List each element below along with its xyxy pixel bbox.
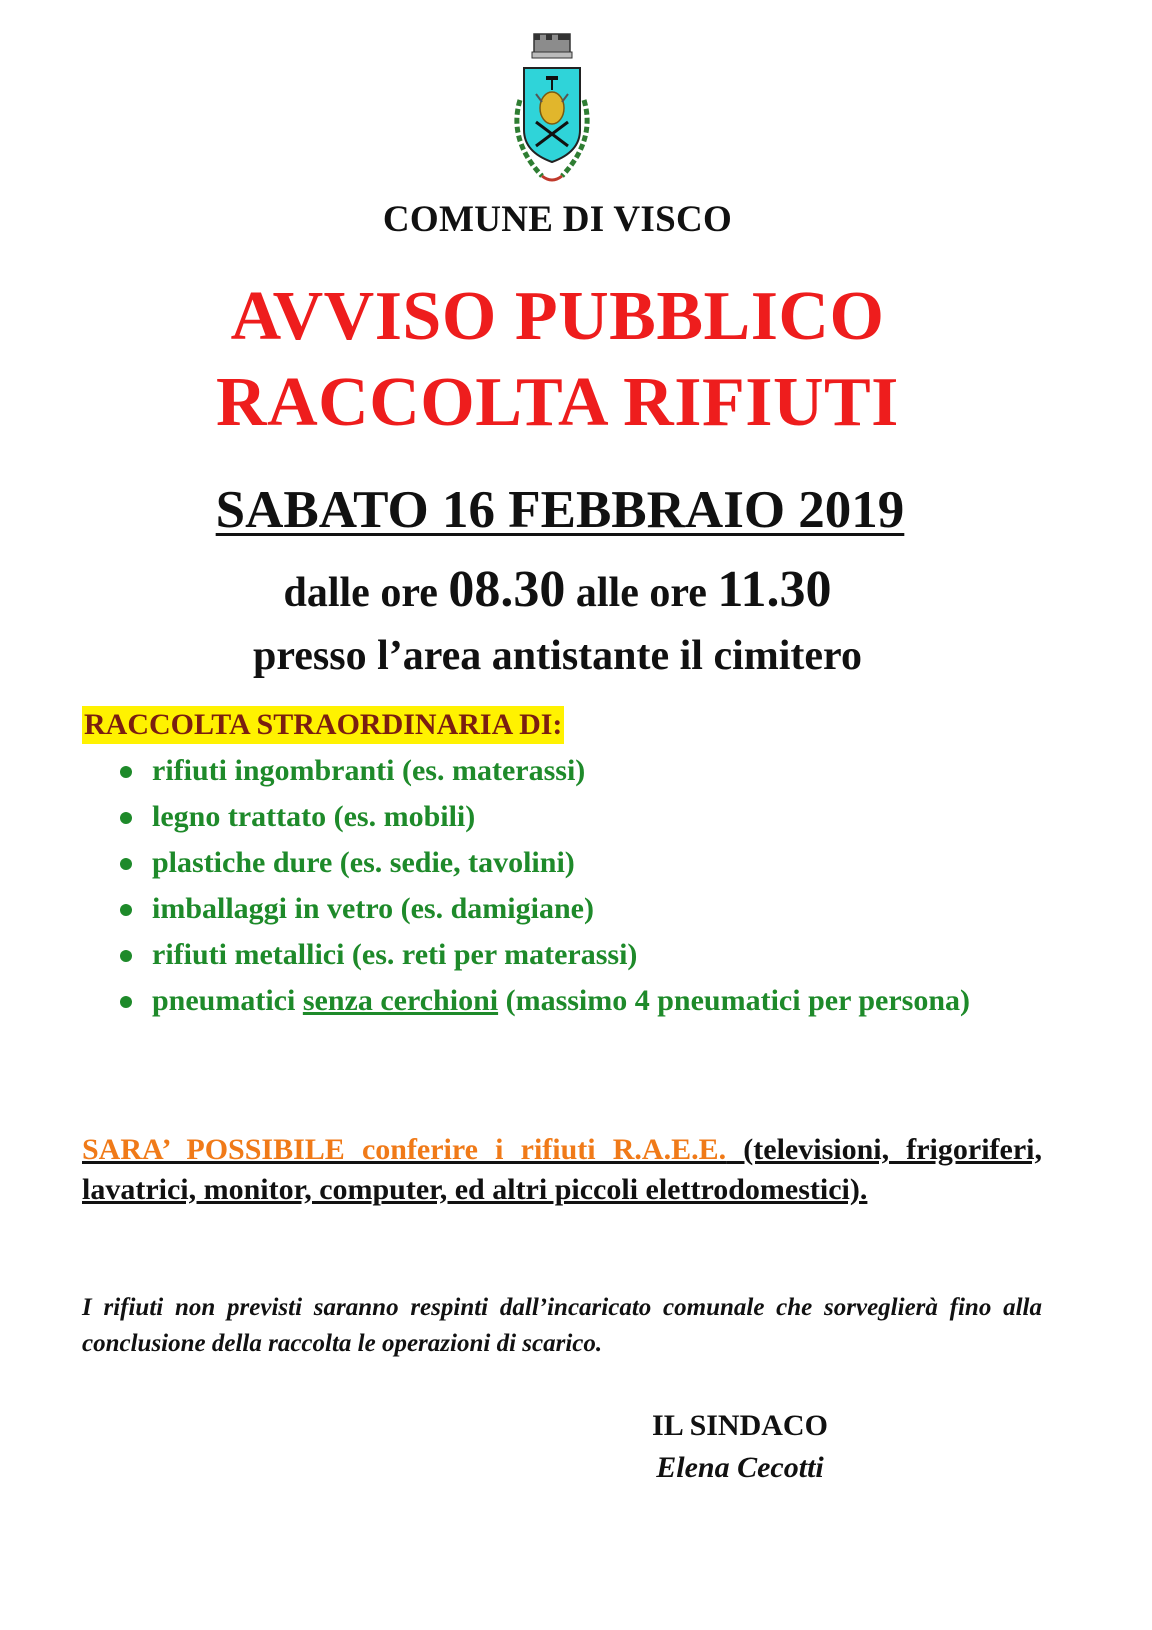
- hours-prefix: dalle ore: [283, 570, 449, 616]
- bullet-icon: [120, 766, 132, 778]
- collection-list: [82, 752, 1042, 1028]
- underlined-condition: senza cerchioni: [302, 984, 499, 1017]
- list-item: imballaggi in vetro (es. damigiane): [82, 890, 1042, 928]
- list-item: rifiuti metallici (es. reti per materassi): [82, 936, 1042, 974]
- list-item: plastiche dure (es. sedie, tavolini): [82, 844, 1042, 882]
- bullet-icon: [120, 858, 132, 870]
- notice-subtitle: RACCOLTA RIFIUTI: [216, 364, 899, 441]
- raee-paragraph: [82, 1130, 1042, 1210]
- list-item: rifiuti ingombranti (es. materassi): [82, 752, 1042, 790]
- municipal-crest-icon: [502, 30, 602, 190]
- bullet-icon: [120, 812, 132, 824]
- hours-mid: alle ore: [565, 570, 718, 616]
- raee-lead: SARA’ POSSIBILE conferire i rifiuti R.A.E.E.: [82, 1133, 727, 1166]
- municipality-name: COMUNE DI VISCO: [382, 199, 733, 240]
- list-item: legno trattato (es. mobili): [82, 798, 1042, 836]
- event-hours: [0, 560, 1115, 619]
- event-location: presso l’area antistante il cimitero: [253, 633, 862, 679]
- signature-name: Elena Cecotti: [656, 1451, 824, 1484]
- signature-block: [630, 1405, 850, 1489]
- start-time: 08.30: [448, 561, 566, 618]
- raee-details: (televisioni, frigoriferi, lavatrici, monitor, computer, ed altri piccoli elettrodomestici).: [82, 1133, 1042, 1206]
- end-time: 11.30: [717, 561, 832, 618]
- collection-heading: RACCOLTA STRAORDINARIA DI:: [82, 706, 564, 744]
- bullet-icon: [120, 904, 132, 916]
- notice-title: AVVISO PUBBLICO: [230, 278, 885, 355]
- event-date: SABATO 16 FEBBRAIO 2019: [215, 481, 905, 539]
- list-item: pneumatici senza cerchioni (massimo 4 pneumatici per persona): [82, 982, 1042, 1020]
- signature-role: IL SINDACO: [652, 1409, 828, 1442]
- bullet-icon: [120, 950, 132, 962]
- bullet-icon: [120, 996, 132, 1008]
- rejection-note: I rifiuti non previsti saranno respinti dall’incaricato comunale che sorveglierà fino alla conclusione della raccolta le operazioni di scarico.: [82, 1294, 1042, 1357]
